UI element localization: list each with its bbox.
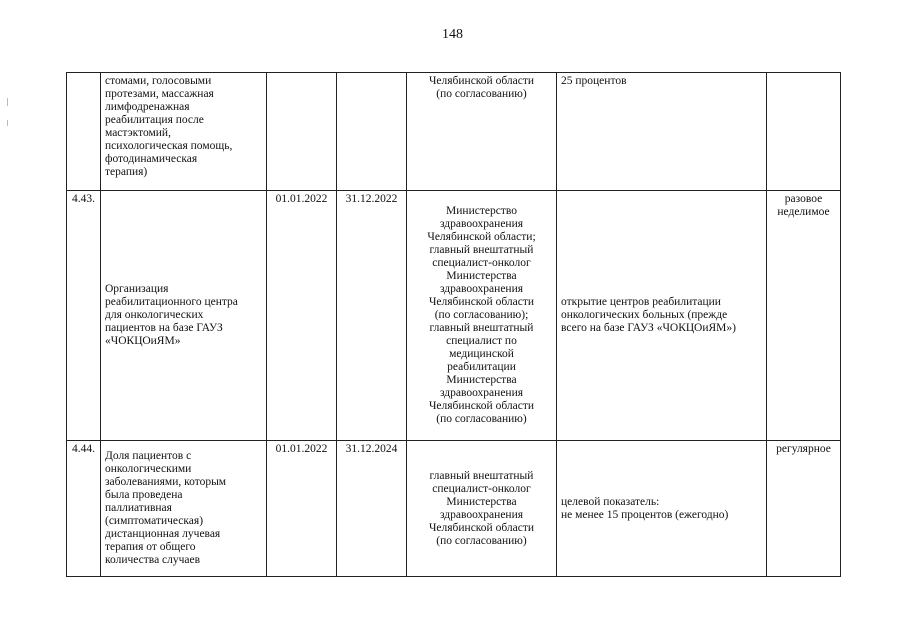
responsible-line: Челябинской области; (427, 231, 536, 243)
expected-result-line: целевой показатель: (561, 495, 660, 508)
responsible (407, 441, 557, 577)
responsible-line: реабилитации (447, 361, 516, 373)
table-row (67, 73, 841, 191)
responsible-line: здравоохранения (439, 387, 524, 399)
responsible-line: главный внештатный (429, 469, 534, 482)
expected-result (557, 73, 767, 191)
activity-description-line: терапия) (105, 166, 148, 178)
expected-result-line: открытие центров реабилитации (561, 296, 721, 308)
event-type (767, 441, 841, 577)
responsible-line: (по согласованию) (436, 88, 527, 100)
responsible-line: Министерства (446, 374, 517, 386)
activity-description-line: заболеваниями, которым (105, 476, 227, 488)
responsible-line: (по согласованию) (436, 534, 527, 547)
responsible-line: Челябинской области (428, 296, 535, 308)
activity-description-line: дистанционная лучевая (105, 528, 221, 540)
activity-description-line: Организация (105, 283, 169, 295)
activity-description (101, 441, 267, 577)
expected-result-line: онкологических больных (прежде (561, 309, 728, 321)
activity-description-line: психологическая помощь, (105, 140, 233, 152)
event-type-line: регулярное (776, 443, 831, 455)
activity-description-line: онкологическими (105, 463, 192, 475)
start-date (267, 73, 337, 191)
activity-description-line: лимфодренажная (105, 101, 190, 113)
responsible-line: (по согласованию) (436, 413, 527, 425)
margin-mark (7, 120, 8, 126)
activity-description-line: фотодинамическая (105, 153, 198, 165)
responsible-line: специалист-онколог (432, 257, 531, 269)
activity-description-line: протезами, массажная (105, 88, 214, 100)
event-type-line: неделимое (777, 206, 830, 218)
end-date: 31.12.2022 (337, 191, 407, 441)
row-number: 4.44. (67, 441, 101, 577)
responsible-line: главный внештатный (429, 244, 534, 256)
responsible (407, 191, 557, 441)
activity-description-line: реабилитационного центра (105, 296, 238, 308)
responsible-line: здравоохранения (439, 508, 524, 521)
row-number: 4.43. (67, 191, 101, 441)
event-type (767, 191, 841, 441)
expected-result (557, 191, 767, 441)
responsible-line: Министерства (446, 270, 517, 282)
activity-description-line: количества случаев (105, 554, 201, 566)
table-row (67, 191, 841, 441)
activity-description (101, 191, 267, 441)
responsible (407, 73, 557, 191)
margin-mark (7, 98, 8, 106)
responsible-line: медицинской (449, 348, 514, 360)
responsible-line: специалист по (446, 335, 517, 347)
start-date: 01.01.2022 (267, 441, 337, 577)
row-number (67, 73, 101, 191)
responsible-line: Министерство (446, 205, 517, 217)
responsible-line: здравоохранения (439, 283, 524, 295)
activity-description-line: для онкологических (105, 309, 204, 321)
table-row (67, 441, 841, 577)
end-date: 31.12.2024 (337, 441, 407, 577)
activity-description-line: мастэктомий, (105, 127, 171, 139)
event-type-line: разовое (784, 193, 823, 205)
responsible-line: специалист-онколог (432, 482, 531, 495)
activity-description-line: реабилитация после (105, 114, 204, 126)
responsible-line: главный внештатный (429, 322, 534, 334)
activity-description-line: Доля пациентов с (105, 450, 192, 462)
page-number: 148 (442, 27, 463, 42)
activity-description-line: (симптоматическая) (105, 515, 204, 527)
event-type (767, 73, 841, 191)
expected-result-line: не менее 15 процентов (ежегодно) (561, 508, 729, 521)
expected-result-line: всего на базе ГАУЗ «ЧОКЦОиЯМ») (561, 322, 736, 334)
activity-description-line: «ЧОКЦОиЯМ» (105, 335, 181, 347)
activity-description-line: стомами, голосовыми (105, 75, 212, 87)
start-date: 01.01.2022 (267, 191, 337, 441)
activity-description-line: терапия от общего (105, 541, 196, 553)
activity-description (101, 73, 267, 191)
activity-description-line: паллиативная (105, 502, 172, 514)
responsible-line: Челябинской области (428, 521, 535, 534)
activity-description-line: была проведена (105, 489, 183, 501)
responsible-line: Министерства (446, 495, 517, 508)
expected-result-line: 25 процентов (561, 75, 627, 87)
responsible-line: (по согласованию); (434, 309, 529, 321)
responsible-line: Челябинской области (428, 400, 535, 412)
expected-result (557, 441, 767, 577)
plan-table (66, 72, 841, 577)
activity-description-line: пациентов на базе ГАУЗ (105, 322, 223, 334)
responsible-line: здравоохранения (439, 218, 524, 230)
end-date (337, 73, 407, 191)
responsible-line: Челябинской области (428, 75, 535, 87)
